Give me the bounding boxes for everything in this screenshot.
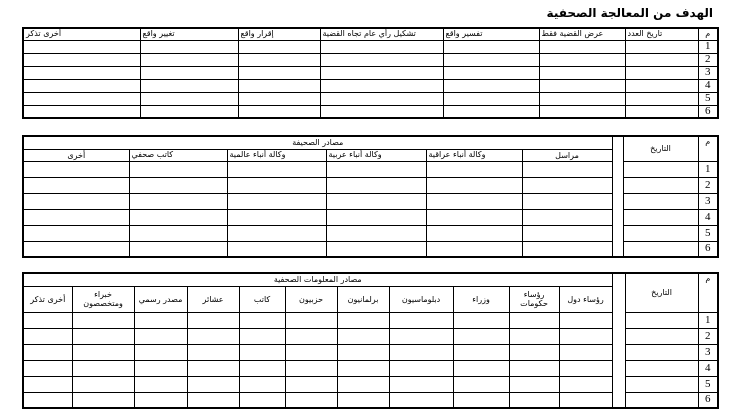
input-cell[interactable] <box>227 161 326 177</box>
input-cell[interactable] <box>326 193 426 209</box>
input-cell[interactable] <box>337 328 389 344</box>
input-cell[interactable] <box>509 392 559 408</box>
column-header-other: أخرى <box>23 149 129 161</box>
column-header-presentation-only: عرض القضية فقط <box>539 28 625 40</box>
column-gap <box>612 136 623 257</box>
input-cell[interactable] <box>72 312 134 328</box>
input-cell[interactable] <box>227 193 326 209</box>
input-cell[interactable] <box>559 376 612 392</box>
input-cell[interactable] <box>140 53 238 66</box>
row-number: 2 <box>698 177 718 193</box>
input-cell[interactable] <box>522 161 612 177</box>
table-row <box>23 79 718 92</box>
input-cell[interactable] <box>239 376 285 392</box>
input-cell[interactable] <box>426 193 522 209</box>
column-header-heads-of-state: رؤساء دول <box>559 286 612 312</box>
input-cell[interactable] <box>129 225 227 241</box>
input-cell[interactable] <box>539 66 625 79</box>
input-cell[interactable] <box>23 92 140 105</box>
input-cell[interactable] <box>23 312 72 328</box>
column-header-partisans: حزبيون <box>285 286 337 312</box>
row-number: 4 <box>698 209 718 225</box>
input-cell[interactable] <box>320 40 443 53</box>
input-cell[interactable] <box>623 225 698 241</box>
input-cell[interactable] <box>509 360 559 376</box>
newspaper-sources-table <box>22 135 719 258</box>
input-cell[interactable] <box>129 161 227 177</box>
input-cell[interactable] <box>187 328 239 344</box>
column-header-other: أخرى تذكر <box>23 286 72 312</box>
column-header-interpret-reality: تفسير واقع <box>443 28 539 40</box>
table3-group-row <box>23 273 718 286</box>
input-cell[interactable] <box>23 79 140 92</box>
row-number: 3 <box>698 66 718 79</box>
input-cell[interactable] <box>72 328 134 344</box>
input-cell[interactable] <box>453 392 509 408</box>
input-cell[interactable] <box>625 53 698 66</box>
input-cell[interactable] <box>443 105 539 118</box>
column-header-diplomats: دبلوماسيون <box>389 286 453 312</box>
input-cell[interactable] <box>23 66 140 79</box>
row-number: 5 <box>698 92 718 105</box>
input-cell[interactable] <box>140 92 238 105</box>
input-cell[interactable] <box>326 209 426 225</box>
input-cell[interactable] <box>623 209 698 225</box>
input-cell[interactable] <box>320 53 443 66</box>
input-cell[interactable] <box>326 177 426 193</box>
column-header-public-opinion: تشكيل رأي عام تجاه القضية <box>320 28 443 40</box>
table-row <box>23 105 718 118</box>
input-cell[interactable] <box>337 344 389 360</box>
table-row <box>23 53 718 66</box>
column-header-experts: خبراء ومتخصصون <box>72 286 134 312</box>
input-cell[interactable] <box>625 40 698 53</box>
row-number: 6 <box>698 392 718 408</box>
page-title: الهدف من المعالجة الصحفية <box>546 6 713 20</box>
column-header-parliamentarians: برلمانيون <box>337 286 389 312</box>
row-number: 1 <box>698 40 718 53</box>
input-cell[interactable] <box>134 344 187 360</box>
input-cell[interactable] <box>522 209 612 225</box>
input-cell[interactable] <box>559 344 612 360</box>
input-cell[interactable] <box>625 105 698 118</box>
input-cell[interactable] <box>426 225 522 241</box>
input-cell[interactable] <box>320 79 443 92</box>
input-cell[interactable] <box>187 344 239 360</box>
row-number: 3 <box>698 344 718 360</box>
input-cell[interactable] <box>129 241 227 257</box>
input-cell[interactable] <box>522 241 612 257</box>
column-header-journalist: كاتب صحفي <box>129 149 227 161</box>
input-cell[interactable] <box>389 376 453 392</box>
input-cell[interactable] <box>509 328 559 344</box>
table2-group-row <box>23 136 718 149</box>
input-cell[interactable] <box>625 344 698 360</box>
input-cell[interactable] <box>522 193 612 209</box>
input-cell[interactable] <box>129 209 227 225</box>
row-number: 4 <box>698 360 718 376</box>
input-cell[interactable] <box>539 92 625 105</box>
column-header-ministers: وزراء <box>453 286 509 312</box>
column-header-other: أخرى تذكر <box>23 28 140 40</box>
input-cell[interactable] <box>285 360 337 376</box>
input-cell[interactable] <box>134 392 187 408</box>
input-cell[interactable] <box>23 40 140 53</box>
input-cell[interactable] <box>389 328 453 344</box>
input-cell[interactable] <box>285 376 337 392</box>
row-number: 1 <box>698 312 718 328</box>
input-cell[interactable] <box>389 392 453 408</box>
input-cell[interactable] <box>23 193 129 209</box>
input-cell[interactable] <box>72 376 134 392</box>
column-header-international-agency: وكالة أنباء عالمية <box>227 149 326 161</box>
column-header-correspondent: مراسل <box>522 149 612 161</box>
input-cell[interactable] <box>238 66 320 79</box>
input-cell[interactable] <box>453 376 509 392</box>
input-cell[interactable] <box>140 40 238 53</box>
input-cell[interactable] <box>23 344 72 360</box>
input-cell[interactable] <box>625 328 698 344</box>
treatment-goal-table <box>22 27 719 119</box>
input-cell[interactable] <box>285 312 337 328</box>
input-cell[interactable] <box>453 328 509 344</box>
table-row <box>23 66 718 79</box>
input-cell[interactable] <box>238 40 320 53</box>
input-cell[interactable] <box>623 177 698 193</box>
input-cell[interactable] <box>625 392 698 408</box>
column-header-arab-agency: وكالة أنباء عربية <box>326 149 426 161</box>
input-cell[interactable] <box>239 312 285 328</box>
input-cell[interactable] <box>23 376 72 392</box>
input-cell[interactable] <box>623 161 698 177</box>
column-header-affirm-reality: إقرار واقع <box>238 28 320 40</box>
input-cell[interactable] <box>320 66 443 79</box>
input-cell[interactable] <box>443 40 539 53</box>
input-cell[interactable] <box>23 241 129 257</box>
row-number: 6 <box>698 241 718 257</box>
input-cell[interactable] <box>426 177 522 193</box>
input-cell[interactable] <box>134 376 187 392</box>
input-cell[interactable] <box>539 53 625 66</box>
column-header-tribes: عشائر <box>187 286 239 312</box>
row-number: 1 <box>698 161 718 177</box>
input-cell[interactable] <box>625 92 698 105</box>
column-header-heads-of-government: رؤساء حكومات <box>509 286 559 312</box>
row-number: 3 <box>698 193 718 209</box>
input-cell[interactable] <box>559 312 612 328</box>
input-cell[interactable] <box>23 225 129 241</box>
input-cell[interactable] <box>326 161 426 177</box>
input-cell[interactable] <box>129 177 227 193</box>
column-header-official-source: مصدر رسمي <box>134 286 187 312</box>
input-cell[interactable] <box>72 392 134 408</box>
input-cell[interactable] <box>389 360 453 376</box>
row-number: 4 <box>698 79 718 92</box>
input-cell[interactable] <box>134 312 187 328</box>
input-cell[interactable] <box>285 328 337 344</box>
date-header: التاريخ <box>625 273 698 312</box>
input-cell[interactable] <box>23 209 129 225</box>
input-cell[interactable] <box>23 105 140 118</box>
input-cell[interactable] <box>238 105 320 118</box>
input-cell[interactable] <box>23 161 129 177</box>
input-cell[interactable] <box>625 312 698 328</box>
input-cell[interactable] <box>187 392 239 408</box>
input-cell[interactable] <box>443 92 539 105</box>
row-number: 2 <box>698 53 718 66</box>
input-cell[interactable] <box>625 79 698 92</box>
column-header-iraqi-agency: وكالة أنباء عراقية <box>426 149 522 161</box>
input-cell[interactable] <box>238 79 320 92</box>
input-cell[interactable] <box>522 225 612 241</box>
row-number-header: م <box>698 28 718 40</box>
column-header-issue-date: تاريخ العدد <box>625 28 698 40</box>
input-cell[interactable] <box>559 360 612 376</box>
column-header-writer: كاتب <box>239 286 285 312</box>
group-header: مصادر المعلومات الصحفية <box>23 273 612 286</box>
input-cell[interactable] <box>227 225 326 241</box>
input-cell[interactable] <box>239 392 285 408</box>
row-number: 5 <box>698 376 718 392</box>
information-sources-table <box>22 272 719 409</box>
input-cell[interactable] <box>23 392 72 408</box>
input-cell[interactable] <box>389 312 453 328</box>
input-cell[interactable] <box>443 53 539 66</box>
input-cell[interactable] <box>239 328 285 344</box>
row-number-header: م <box>698 273 718 312</box>
input-cell[interactable] <box>337 376 389 392</box>
input-cell[interactable] <box>72 360 134 376</box>
input-cell[interactable] <box>187 312 239 328</box>
input-cell[interactable] <box>23 328 72 344</box>
input-cell[interactable] <box>539 79 625 92</box>
row-number: 2 <box>698 328 718 344</box>
table-row <box>23 92 718 105</box>
input-cell[interactable] <box>539 105 625 118</box>
input-cell[interactable] <box>625 66 698 79</box>
input-cell[interactable] <box>453 344 509 360</box>
date-header: التاريخ <box>623 136 698 161</box>
input-cell[interactable] <box>326 225 426 241</box>
row-number: 5 <box>698 225 718 241</box>
input-cell[interactable] <box>337 360 389 376</box>
input-cell[interactable] <box>23 360 72 376</box>
input-cell[interactable] <box>285 392 337 408</box>
input-cell[interactable] <box>227 241 326 257</box>
row-number-header: م <box>698 136 718 161</box>
input-cell[interactable] <box>134 328 187 344</box>
input-cell[interactable] <box>509 344 559 360</box>
input-cell[interactable] <box>559 328 612 344</box>
input-cell[interactable] <box>426 241 522 257</box>
input-cell[interactable] <box>72 344 134 360</box>
input-cell[interactable] <box>140 105 238 118</box>
input-cell[interactable] <box>187 376 239 392</box>
input-cell[interactable] <box>625 360 698 376</box>
input-cell[interactable] <box>522 177 612 193</box>
input-cell[interactable] <box>443 66 539 79</box>
input-cell[interactable] <box>320 105 443 118</box>
input-cell[interactable] <box>453 312 509 328</box>
input-cell[interactable] <box>134 360 187 376</box>
input-cell[interactable] <box>320 92 443 105</box>
input-cell[interactable] <box>453 360 509 376</box>
group-header: مصادر الصحيفة <box>23 136 612 149</box>
input-cell[interactable] <box>426 209 522 225</box>
input-cell[interactable] <box>539 40 625 53</box>
input-cell[interactable] <box>187 360 239 376</box>
input-cell[interactable] <box>625 376 698 392</box>
input-cell[interactable] <box>337 312 389 328</box>
input-cell[interactable] <box>559 392 612 408</box>
column-gap <box>612 273 625 408</box>
row-number: 6 <box>698 105 718 118</box>
input-cell[interactable] <box>509 376 559 392</box>
input-cell[interactable] <box>23 177 129 193</box>
input-cell[interactable] <box>623 193 698 209</box>
input-cell[interactable] <box>326 241 426 257</box>
input-cell[interactable] <box>239 344 285 360</box>
input-cell[interactable] <box>238 53 320 66</box>
table1-header-row <box>23 28 718 40</box>
input-cell[interactable] <box>337 392 389 408</box>
input-cell[interactable] <box>389 344 453 360</box>
input-cell[interactable] <box>426 161 522 177</box>
input-cell[interactable] <box>238 92 320 105</box>
column-header-change-reality: تغيير واقع <box>140 28 238 40</box>
input-cell[interactable] <box>285 344 337 360</box>
input-cell[interactable] <box>227 209 326 225</box>
input-cell[interactable] <box>227 177 326 193</box>
input-cell[interactable] <box>140 79 238 92</box>
table-row <box>23 40 718 53</box>
input-cell[interactable] <box>23 53 140 66</box>
input-cell[interactable] <box>509 312 559 328</box>
input-cell[interactable] <box>239 360 285 376</box>
input-cell[interactable] <box>129 193 227 209</box>
input-cell[interactable] <box>140 66 238 79</box>
input-cell[interactable] <box>443 79 539 92</box>
input-cell[interactable] <box>623 241 698 257</box>
